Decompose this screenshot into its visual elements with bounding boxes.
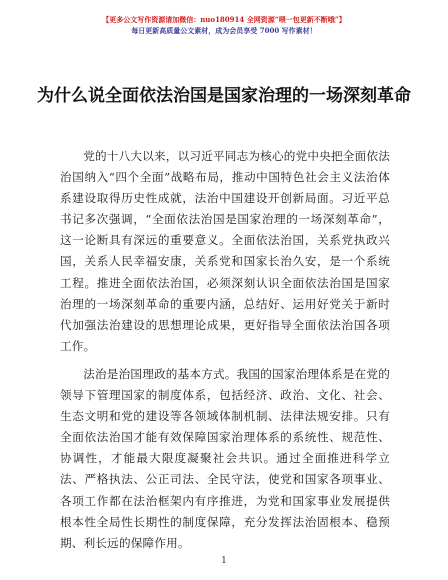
header-banner xyxy=(0,14,448,36)
document-title: 为什么说全面依法治国是国家治理的一场深刻革命 xyxy=(37,86,411,106)
paragraph: 党的十八大以来，以习近平同志为核心的党中央把全面依法治国纳入“四个全面”战略布局，推动中国特色社会主义法治体系建设取得历史性成就，法治中国建设开创新局面。习近平总书记多次强调，“全面依法治国是国家治理的一场深刻革命”，这一论断具有深远的重要意义。全面依法治国，关系党执政兴国，关系人民幸福安康，关系党和国家长治久安，是一个系统工程。推进全面依法治国，必须深刻认识全面依法治国是国家治理的一场深刻革命的重要内涵，总结好、运用好党关于新时代加强法治建设的思想理论成果，更好指导全面依法治国各项工作。 xyxy=(60,149,390,353)
document-body xyxy=(60,146,390,561)
paragraph: 法治是治国理政的基本方式。我国的国家治理体系是在党的领导下管理国家的制度体系，包括经济、政治、文化、社会、生态文明和党的建设等各领域体制机制、法律法规安排。只有全面依法治国才能有效保障国家治理体系的系统性、规范性、协调性，才能最大限度凝聚社会共识。通过全面推进科学立法、严格执法、公正司法、全民守法，使党和国家各项事业、各项工作都在法治框架内有序推进，为党和国家事业发展提供根本性全局性长期性的制度保障，充分发挥法治固根本、稳预期、利长远的保障作用。 xyxy=(60,366,390,550)
page-number: 1 xyxy=(221,556,227,566)
banner-line-1: 【更多公文写作资源请加微信：nuo180914 全网资源“喂一包更新不断哦”】 xyxy=(102,15,346,24)
banner-line-2: 每日更新高质量公文素材，成为会员享受 7000 写作素材！ xyxy=(131,26,317,35)
